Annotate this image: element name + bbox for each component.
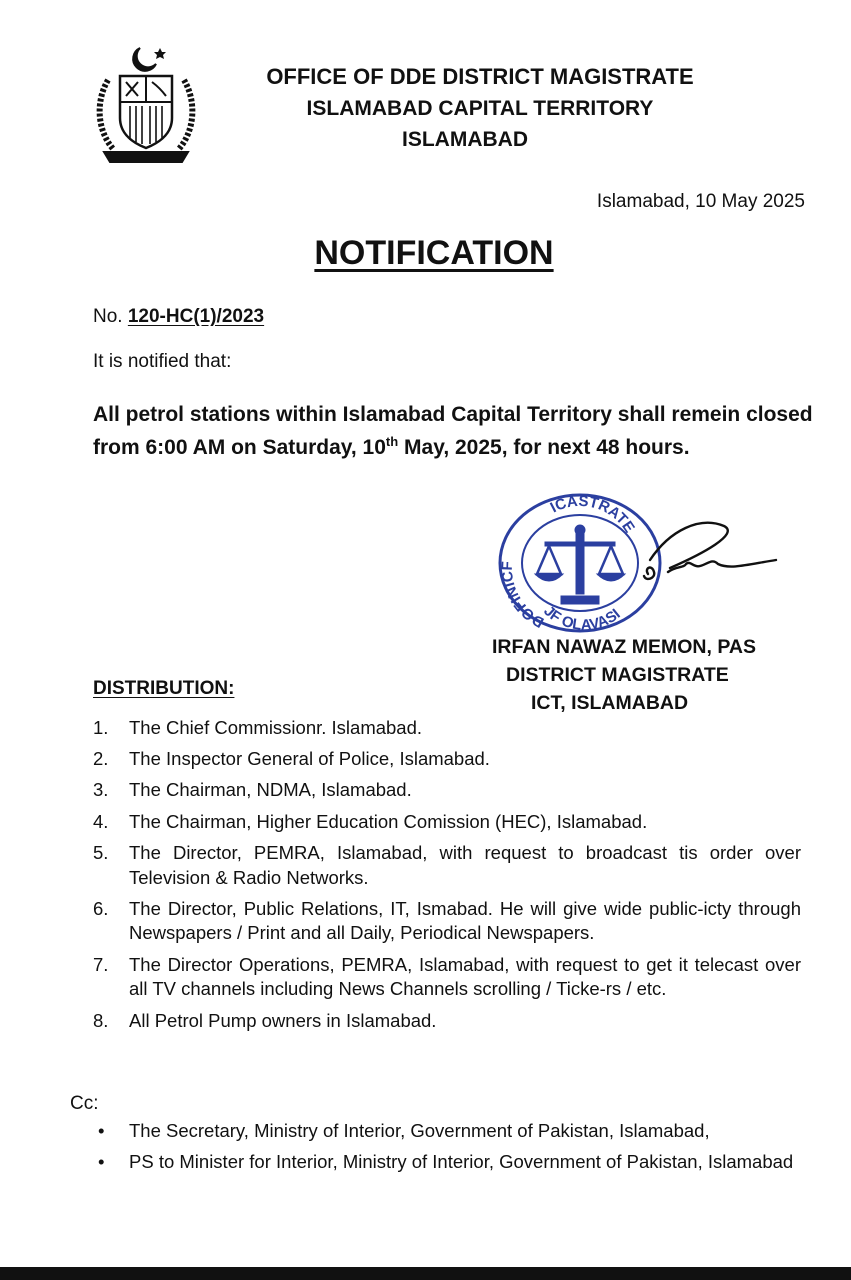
cc-list (93, 1118, 813, 1180)
seal-text-left: DOFINICF (498, 560, 548, 631)
item-number: 7. (93, 953, 109, 975)
signatory-designation: DISTRICT MAGISTRATE (506, 664, 729, 686)
item-text: The Director, Public Relations, IT, Ismabad. He will give wide public-icty through Newspapers / Print and all Daily, Periodical Newspapers. (129, 897, 801, 944)
bullet-icon: • (98, 1120, 105, 1141)
bullet-icon: • (98, 1151, 105, 1172)
item-text: All Petrol Pump owners in Islamabad. (129, 1009, 437, 1031)
item-number: 6. (93, 897, 109, 919)
territory-title: ISLAMABAD CAPITAL TERRITORY (306, 97, 654, 120)
item-text: The Inspector General of Police, Islamabad. (129, 748, 490, 770)
scales-of-justice-seal-icon (497, 492, 663, 634)
item-text: The Chairman, NDMA, Islamabad. (129, 779, 412, 801)
item-number: 3. (93, 779, 109, 801)
cc-item-text: PS to Minister for Interior, Ministry of Interior, Government of Pakistan, Islamabad (129, 1151, 794, 1172)
body-superscript: th (385, 434, 399, 449)
city-title: ISLAMABAD (402, 128, 528, 151)
item-text: The Chairman, Higher Education Comission (HEC), Islamabad. (129, 810, 648, 832)
list-item (93, 897, 801, 946)
body-part1: All petrol stations within Islamabad Capital Territory shall remein closed from 6:00 AM on Saturday, 10 (93, 403, 813, 459)
item-text: The Chief Commissionr. Islamabad. (129, 717, 423, 738)
page-title: NOTIFICATION (314, 234, 554, 272)
list-item (93, 778, 801, 803)
list-item (93, 1118, 813, 1143)
notification-body (93, 398, 813, 464)
list-item (93, 747, 801, 772)
distribution-list (93, 716, 801, 1040)
reference-number (93, 306, 264, 328)
item-text: The Director, PEMRA, Islamabad, with request to broadcast tis order over Television & Radio Networks. (129, 841, 801, 888)
list-item (93, 841, 801, 890)
seal-text-top: ICASTRATE (547, 492, 638, 536)
list-item (93, 810, 801, 835)
signatory-name: IRFAN NAWAZ MEMON, PAS (492, 636, 756, 658)
reference-prefix: No. (93, 306, 123, 327)
list-item (93, 716, 801, 741)
notification-date: Islamabad, 10 May 2025 (596, 191, 805, 212)
signature-icon (640, 510, 780, 600)
list-item (93, 1009, 801, 1034)
list-item (93, 953, 801, 1002)
cc-heading: Cc: (70, 1093, 99, 1114)
cc-item-text: The Secretary, Ministry of Interior, Government of Pakistan, Islamabad, (129, 1120, 710, 1141)
body-part2: May, 2025, for next 48 hours. (398, 436, 690, 459)
seal-text-bottom: JF OLAVASI (540, 602, 624, 634)
item-number: 2. (93, 748, 109, 770)
signatory-office: ICT, ISLAMABAD (531, 692, 689, 714)
bottom-edge-bar (0, 1267, 851, 1280)
intro-text: It is notified that: (93, 351, 232, 372)
reference-code: 120-HC(1)/2023 (127, 306, 265, 327)
item-number: 1. (93, 717, 109, 738)
office-title: OFFICE OF DDE DISTRICT MAGISTRATE (266, 64, 694, 89)
item-text: The Director Operations, PEMRA, Islamabad, with request to get it telecast over all TV channels including News Channels scrolling / Ticke-rs / etc. (129, 953, 801, 1000)
item-number: 8. (93, 1009, 109, 1031)
distribution-heading: DISTRIBUTION: (93, 678, 235, 699)
item-number: 4. (93, 810, 109, 832)
item-number: 5. (93, 841, 109, 863)
list-item (93, 1149, 813, 1174)
